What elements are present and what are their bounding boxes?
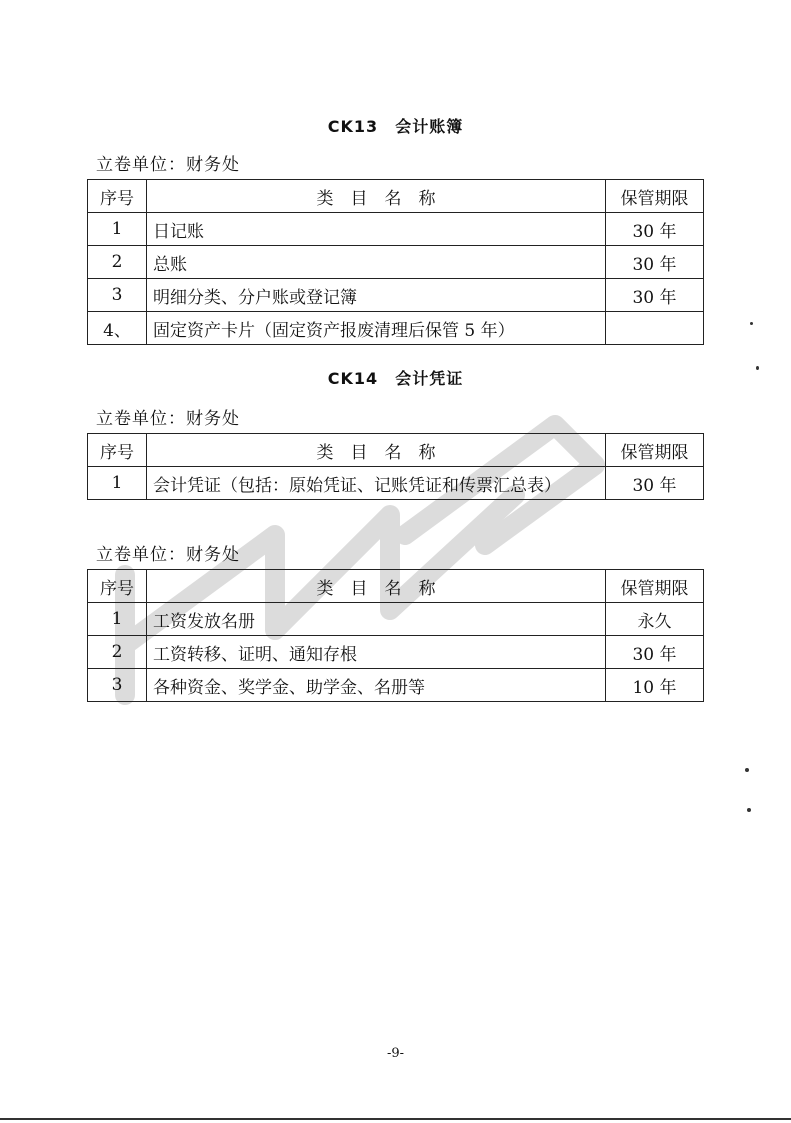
table-header-row	[88, 570, 704, 603]
table-header-row	[88, 434, 704, 467]
header-category-name: 类 目 名 称	[147, 434, 606, 467]
header-serial-number: 序号	[88, 434, 147, 467]
row-category-name: 日记账	[147, 213, 606, 246]
table-row	[88, 213, 704, 246]
row-retention-period: 30 年	[606, 246, 704, 279]
row-category-name: 会计凭证（包括：原始凭证、记账凭证和传票汇总表）	[147, 467, 606, 500]
filing-unit-label: 立卷单位：财务处	[96, 545, 240, 565]
header-retention-period: 保管期限	[606, 434, 704, 467]
table-header-row	[88, 180, 704, 213]
table-row	[88, 603, 704, 636]
row-serial-number: 1	[88, 603, 147, 636]
row-category-name: 工资转移、证明、通知存根	[147, 636, 606, 669]
row-category-name: 固定资产卡片（固定资产报废清理后保管 5 年）	[147, 312, 606, 345]
row-retention-period: 30 年	[606, 636, 704, 669]
ledger-table-ck14	[87, 433, 704, 500]
row-retention-period: 永久	[606, 603, 704, 636]
row-serial-number: 2	[88, 636, 147, 669]
scan-speck	[745, 768, 749, 772]
row-retention-period: 30 年	[606, 279, 704, 312]
filing-unit-label: 立卷单位：财务处	[96, 409, 240, 429]
row-serial-number: 1	[88, 467, 147, 500]
header-serial-number: 序号	[88, 180, 147, 213]
scan-speck	[750, 322, 753, 325]
header-retention-period: 保管期限	[606, 180, 704, 213]
section-title-ck14: CK14 会计凭证	[327, 369, 464, 388]
table-row	[88, 312, 704, 345]
row-retention-period: 30 年	[606, 213, 704, 246]
scan-speck	[756, 366, 759, 370]
scan-speck	[747, 808, 751, 812]
header-serial-number: 序号	[88, 570, 147, 603]
ledger-table-payroll	[87, 569, 704, 702]
table-row	[88, 669, 704, 702]
page-number: -9-	[386, 1046, 405, 1061]
scan-bottom-edge	[0, 1118, 791, 1120]
header-category-name: 类 目 名 称	[147, 570, 606, 603]
header-retention-period: 保管期限	[606, 570, 704, 603]
row-serial-number: 3	[88, 669, 147, 702]
row-category-name: 明细分类、分户账或登记簿	[147, 279, 606, 312]
row-retention-period: 10 年	[606, 669, 704, 702]
section-title-ck13: CK13 会计账簿	[327, 117, 464, 136]
row-serial-number: 3	[88, 279, 147, 312]
filing-unit-label: 立卷单位：财务处	[96, 155, 240, 175]
table-row	[88, 279, 704, 312]
row-category-name: 工资发放名册	[147, 603, 606, 636]
row-category-name: 总账	[147, 246, 606, 279]
table-row	[88, 246, 704, 279]
table-row	[88, 467, 704, 500]
row-category-name: 各种资金、奖学金、助学金、名册等	[147, 669, 606, 702]
row-retention-period: 30 年	[606, 467, 704, 500]
row-serial-number: 4、	[88, 312, 147, 345]
row-retention-period	[606, 312, 704, 345]
row-serial-number: 1	[88, 213, 147, 246]
header-category-name: 类 目 名 称	[147, 180, 606, 213]
row-serial-number: 2	[88, 246, 147, 279]
ledger-table-ck13	[87, 179, 704, 345]
table-row	[88, 636, 704, 669]
